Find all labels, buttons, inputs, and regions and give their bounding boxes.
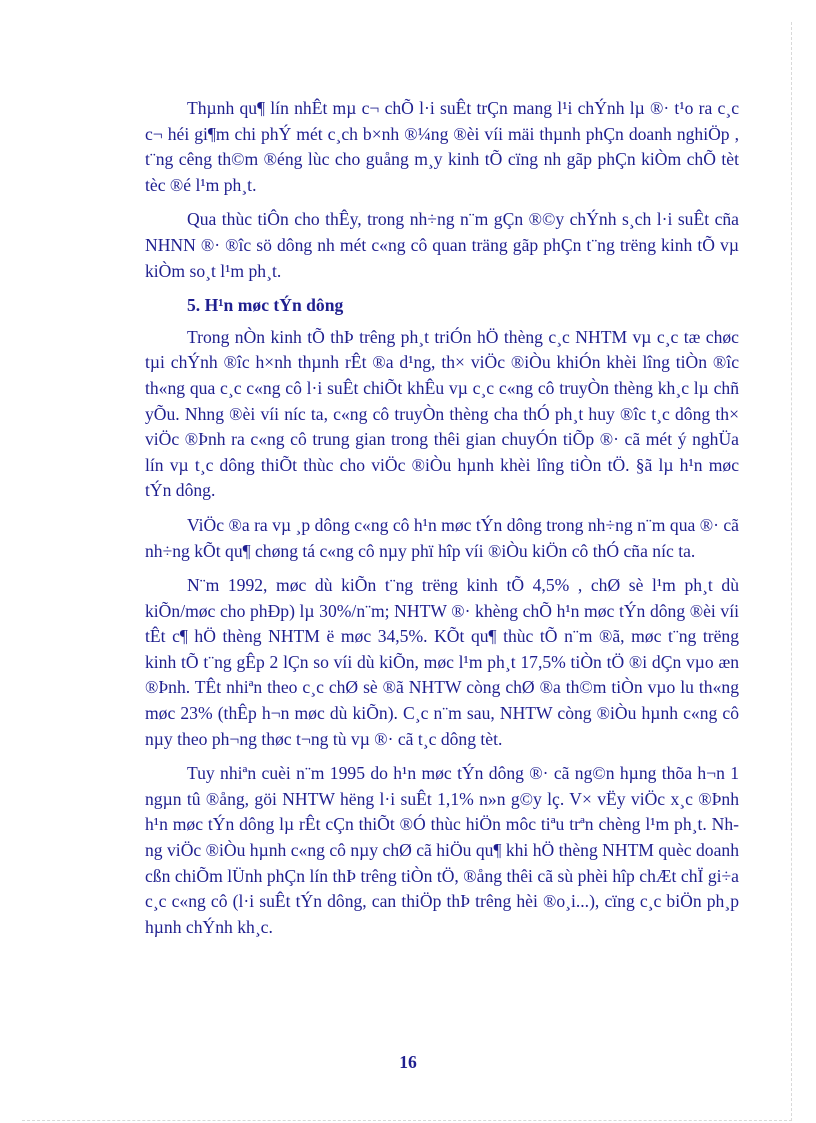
paragraph: ViÖc ®a ra vµ ¸p dông c«ng cô h¹n møc tÝn dông trong nh÷ng n¨m qua ®· cã nh÷ng kÕt qu¶ chøng tá c«ng cô nµy phï hîp víi ®iÒu kiÖn cô thÓ cña níc ta. [145,514,739,561]
paragraph: Thµnh qu¶ lín nhÊt mµ c¬ chÕ l·i suÊt trÇn mang l¹i chÝnh lµ ®· t¹o ra c¸c c¬ héi gi¶m chi phÝ mét c¸ch b×nh ®¼ng ®èi víi mäi thµnh phÇn doanh nghiÖp , t¨ng cêng th©m ®éng lùc cho guång m¸y kinh tÕ cïng nh gãp phÇn kiÒm chÕ tèt tèc ®é l¹m ph¸t. [145,98,739,195]
paragraph: Tuy nhiªn cuèi n¨m 1995 do h¹n møc tÝn dông ®· cã ng©n hµng thõa h¬n 1 ngµn tû ®ång, göi NHTW hëng l·i suÊt 1,1% n»n g©y lç. V× vËy viÖc x¸c ®Þnh h¹n møc tÝn dông lµ rÊt cÇn thiÕt ®Ó thùc hiÖn môc tiªu trªn chèng l¹m ph¸t. Nhng viÖc ®iÒu hµnh c«ng cô nµy chØ cã hiÖu qu¶ khi hÖ thèng NHTM quèc doanh cßn chiÕm lÜnh phÇn lín thÞ trêng tiÒn tÖ, ®ång thêi cã sù phèi hîp chÆt chÏ gi÷a c¸c c«ng cô (l·i suÊt tÝn dông, can thiÖp thÞ trêng hèi ®o¸i...), cïng c¸c biÖn ph¸p hµnh chÝnh kh¸c. [145,763,739,937]
page-number: 16 [399,1052,417,1072]
paragraph: N¨m 1992, møc dù kiÕn t¨ng trëng kinh tÕ 4,5% , chØ sè l¹m ph¸t dù kiÕn/møc cho phÐp) lµ 30%/n¨m; NHTW ®· khèng chÕ h¹n møc tÝn dông ®èi víi tÊt c¶ hÖ thèng NHTM ë møc 34,5%. KÕt qu¶ thùc tÕ n¨m ®ã, møc t¨ng trëng kinh tÕ t¨ng gÊp 2 lÇn so víi dù kiÕn, møc l¹m ph¸t 17,5% tiÒn tÖ ®i dÇn vµo æn ®Þnh. TÊt nhiªn theo c¸c chØ sè ®ã NHTW còng chØ ®a th©m tiÒn vµo lu th«ng møc 23% (thÊp h¬n møc dù kiÕn). C¸c n¨m sau, NHTW còng ®iÒu hµnh c«ng cô nµy theo ph¬ng thøc t¬ng tù vµ ®· cã t¸c dông tèt. [145,575,739,749]
document-body [145,96,739,949]
section-heading: 5. H¹n møc tÝn dông [187,295,344,316]
paragraph: Trong nÒn kinh tÕ thÞ trêng ph¸t triÓn hÖ thèng c¸c NHTM vµ c¸c tæ chøc tµi chÝnh ®îc h×nh thµnh rÊt ®a d¹ng, th× viÖc ®iÒu khiÓn khèi lîng tiÒn ®îc th«ng qua c¸c c«ng cô l·i suÊt chiÕt khÊu vµ c¸c c«ng cô truyÒn thèng kh¸c lµ chñ yÕu. Nhng ®èi víi níc ta, c«ng cô truyÒn thèng cha thÓ ph¸t huy ®îc t¸c dông th× viÖc ®Þnh ra c«ng cô trung gian trong thêi gian chuyÓn tiÕp ®· cã mét ý nghÜa lín vµ t¸c dông thiÕt thùc cho viÖc ®iÒu hµnh khèi lîng tiÒn tÖ. §ã lµ h¹n møc tÝn dông. [145,326,739,501]
paragraph: Qua thùc tiÔn cho thÊy, trong nh÷ng n¨m gÇn ®©y chÝnh s¸ch l·i suÊt cña NHNN ®· ®îc sö dông nh mét c«ng cô quan träng gãp phÇn t¨ng trëng kinh tÕ vµ kiÒm so¸t l¹m ph¸t. [145,209,739,281]
